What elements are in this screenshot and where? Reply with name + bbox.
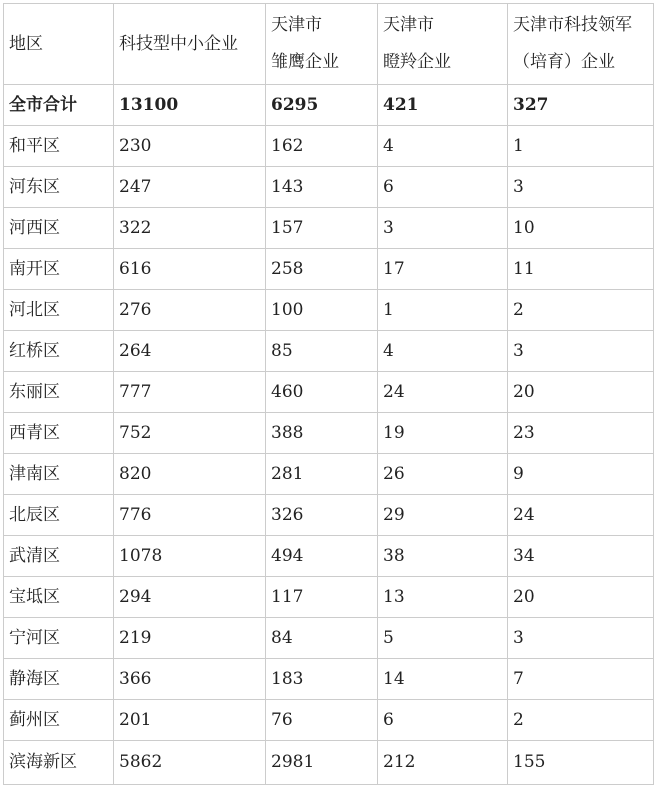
table-row	[4, 659, 654, 700]
gazelle-cell: 14	[378, 659, 508, 700]
leader-cell: 23	[508, 413, 654, 454]
gazelle-cell: 6	[378, 700, 508, 741]
tech-sme-cell: 247	[114, 167, 266, 208]
total-gazelle-cell: 421	[378, 85, 508, 126]
district-cell: 南开区	[4, 249, 114, 290]
leader-cell: 11	[508, 249, 654, 290]
leader-cell: 2	[508, 700, 654, 741]
gazelle-cell: 38	[378, 536, 508, 577]
gazelle-cell: 4	[378, 126, 508, 167]
gazelle-cell: 19	[378, 413, 508, 454]
gazelle-cell: 4	[378, 331, 508, 372]
district-cell: 东丽区	[4, 372, 114, 413]
tech-sme-cell: 777	[114, 372, 266, 413]
header-leader	[508, 4, 654, 85]
eaglet-cell: 84	[266, 618, 378, 659]
table-row	[4, 495, 654, 536]
leader-cell: 2	[508, 290, 654, 331]
eaglet-cell: 326	[266, 495, 378, 536]
eaglet-cell: 117	[266, 577, 378, 618]
header-district-label: 地区	[9, 33, 43, 54]
tech-sme-cell: 366	[114, 659, 266, 700]
table-body	[4, 85, 654, 785]
tech-sme-cell: 5862	[114, 741, 266, 785]
tech-sme-cell: 776	[114, 495, 266, 536]
tech-sme-cell: 294	[114, 577, 266, 618]
tech-sme-cell: 752	[114, 413, 266, 454]
table-row	[4, 454, 654, 495]
gazelle-cell: 13	[378, 577, 508, 618]
table-row	[4, 700, 654, 741]
total-label-cell: 全市合计	[4, 85, 114, 126]
district-cell: 蓟州区	[4, 700, 114, 741]
district-cell: 河西区	[4, 208, 114, 249]
header-gazelle-line2: 瞪羚企业	[383, 52, 451, 72]
tech-sme-cell: 820	[114, 454, 266, 495]
district-cell: 静海区	[4, 659, 114, 700]
tech-sme-cell: 322	[114, 208, 266, 249]
header-eaglet	[266, 4, 378, 85]
leader-cell: 24	[508, 495, 654, 536]
table-row	[4, 249, 654, 290]
eaglet-cell: 157	[266, 208, 378, 249]
district-cell: 武清区	[4, 536, 114, 577]
district-cell: 西青区	[4, 413, 114, 454]
enterprise-statistics-table	[3, 3, 654, 785]
gazelle-cell: 17	[378, 249, 508, 290]
tech-sme-cell: 201	[114, 700, 266, 741]
table-row	[4, 413, 654, 454]
leader-cell: 20	[508, 372, 654, 413]
tech-sme-cell: 616	[114, 249, 266, 290]
tech-sme-cell: 230	[114, 126, 266, 167]
leader-cell: 3	[508, 331, 654, 372]
header-tech-sme	[114, 4, 266, 85]
total-tech-sme-cell: 13100	[114, 85, 266, 126]
leader-cell: 3	[508, 618, 654, 659]
leader-cell: 20	[508, 577, 654, 618]
eaglet-cell: 183	[266, 659, 378, 700]
header-district	[4, 4, 114, 85]
leader-cell: 3	[508, 167, 654, 208]
header-eaglet-line2: 雏鹰企业	[271, 52, 339, 72]
eaglet-cell: 100	[266, 290, 378, 331]
total-leader-cell: 327	[508, 85, 654, 126]
eaglet-cell: 143	[266, 167, 378, 208]
leader-cell: 155	[508, 741, 654, 785]
district-cell: 宝坻区	[4, 577, 114, 618]
table-row	[4, 126, 654, 167]
district-cell: 津南区	[4, 454, 114, 495]
district-cell: 滨海新区	[4, 741, 114, 785]
leader-cell: 34	[508, 536, 654, 577]
tech-sme-cell: 264	[114, 331, 266, 372]
district-cell: 河东区	[4, 167, 114, 208]
gazelle-cell: 5	[378, 618, 508, 659]
district-cell: 河北区	[4, 290, 114, 331]
header-row	[4, 4, 654, 85]
total-row	[4, 85, 654, 126]
gazelle-cell: 1	[378, 290, 508, 331]
leader-cell: 7	[508, 659, 654, 700]
eaglet-cell: 281	[266, 454, 378, 495]
table-row	[4, 372, 654, 413]
tech-sme-cell: 1078	[114, 536, 266, 577]
eaglet-cell: 460	[266, 372, 378, 413]
header-tech-sme-label: 科技型中小企业	[119, 33, 238, 54]
leader-cell: 1	[508, 126, 654, 167]
table-row	[4, 331, 654, 372]
table-header	[4, 4, 654, 85]
tech-sme-cell: 219	[114, 618, 266, 659]
table-row	[4, 208, 654, 249]
district-cell: 红桥区	[4, 331, 114, 372]
gazelle-cell: 3	[378, 208, 508, 249]
leader-cell: 10	[508, 208, 654, 249]
tech-sme-cell: 276	[114, 290, 266, 331]
header-leader-line1: 天津市科技领军	[513, 15, 632, 35]
table-row	[4, 577, 654, 618]
eaglet-cell: 85	[266, 331, 378, 372]
eaglet-cell: 388	[266, 413, 378, 454]
eaglet-cell: 494	[266, 536, 378, 577]
leader-cell: 9	[508, 454, 654, 495]
table-row	[4, 618, 654, 659]
header-gazelle	[378, 4, 508, 85]
header-leader-line2: （培育）企业	[513, 52, 615, 72]
table-row	[4, 741, 654, 785]
district-cell: 和平区	[4, 126, 114, 167]
district-cell: 宁河区	[4, 618, 114, 659]
eaglet-cell: 2981	[266, 741, 378, 785]
district-cell: 北辰区	[4, 495, 114, 536]
eaglet-cell: 76	[266, 700, 378, 741]
total-eaglet-cell: 6295	[266, 85, 378, 126]
table-row	[4, 167, 654, 208]
eaglet-cell: 258	[266, 249, 378, 290]
gazelle-cell: 24	[378, 372, 508, 413]
gazelle-cell: 26	[378, 454, 508, 495]
gazelle-cell: 29	[378, 495, 508, 536]
gazelle-cell: 6	[378, 167, 508, 208]
header-eaglet-line1: 天津市	[271, 15, 322, 35]
gazelle-cell: 212	[378, 741, 508, 785]
eaglet-cell: 162	[266, 126, 378, 167]
table-row	[4, 536, 654, 577]
table-row	[4, 290, 654, 331]
header-gazelle-line1: 天津市	[383, 15, 434, 35]
